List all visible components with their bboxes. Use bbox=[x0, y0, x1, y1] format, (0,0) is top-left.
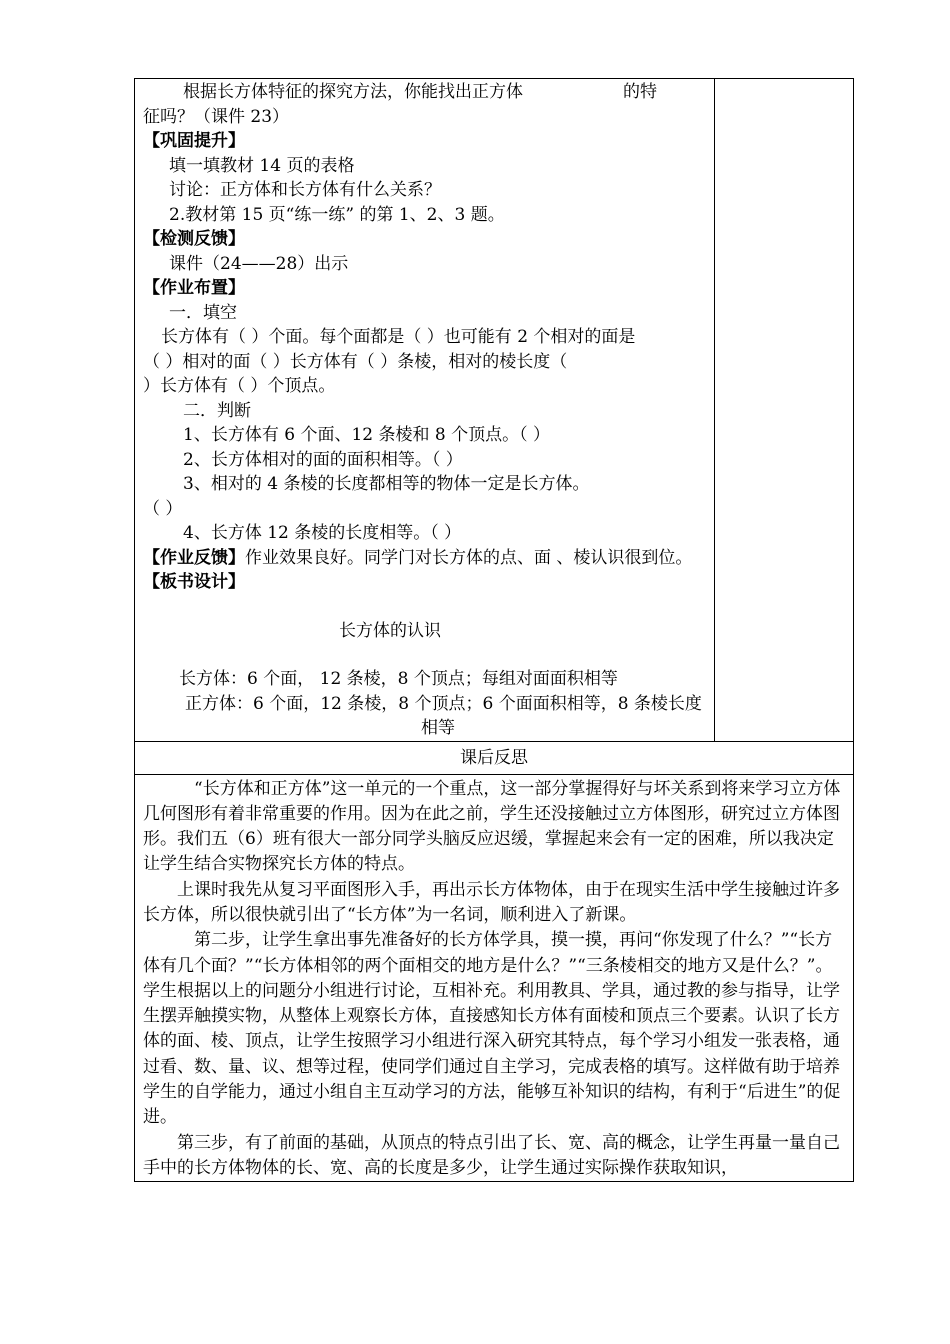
fill-blank-line: （ ）相对的面（ ）长方体有（ ）条棱，相对的棱长度（ bbox=[143, 351, 568, 372]
consolidate-item: 2.教材第 15 页“练一练” 的第 1、2、3 题。 bbox=[169, 204, 505, 225]
notes-column bbox=[715, 79, 854, 742]
judge-item: 2、长方体相对的面的面积相等。（ ） bbox=[183, 449, 463, 470]
board-line: 正方体：6 个面，12 条棱，8 个顶点；6 个面面积相等，8 条棱长度 bbox=[185, 693, 702, 714]
homework-feedback bbox=[143, 546, 708, 571]
judge-item: 1、长方体有 6 个面、12 条棱和 8 个顶点。（ ） bbox=[183, 425, 551, 445]
question-text-a: 根据长方体特征的探究方法，你能找出正方体 bbox=[183, 82, 523, 102]
homework-feedback-heading: 【作业反馈】 bbox=[143, 547, 245, 568]
consolidate-item: 讨论：正方体和长方体有什么关系？ bbox=[169, 180, 441, 200]
question-line-2: 征吗？（课件 23） bbox=[143, 106, 290, 127]
lesson-content-cell bbox=[135, 79, 715, 742]
reflection-paragraph: “长方体和正方体”这一单元的一个重点，这一部分掌握得好与坏关系到将来学习立方体几何图形有着非常重要的作用。因为在此之前，学生还没接触过立方体图形，研究过立方体图形。我们五（6）班有很大一部分同学头脑反应迟缓，掌握起来会有一定的困难，所以我决定让学生结合实物探究长方体的特点。 bbox=[143, 778, 841, 875]
board-line: 长方体：6 个面， 12 条棱，8 个顶点；每组对面面积相等 bbox=[179, 669, 618, 689]
reflection-paragraph: 第三步，有了前面的基础，从顶点的特点引出了长、宽、高的概念，让学生再量一量自己手中的长方体物体的长、宽、高的长度是多少，让学生通过实际操作获取知识， bbox=[143, 1132, 840, 1178]
judge-title: 二．判断 bbox=[183, 400, 251, 421]
lesson-plan-table bbox=[134, 78, 854, 1182]
judge-item: 4、长方体 12 条棱的长度相等。（ ） bbox=[183, 523, 462, 543]
reflection-paragraph: 第二步，让学生拿出事先准备好的长方体学具，摸一摸，再问“你发现了什么？”“长方体有几个面？”“长方体相邻的两个面相交的地方是什么？”“三条棱相交的地方又是什么？”。学生根据以上的问题分小组进行讨论，互相补充。利用教具、学具，通过教的参与指导，让学生摆弄触摸实物，从整体上观察长方体，直接感知长方体有面棱和顶点三个要素。认识了长方体的面、棱、顶点，让学生按照学习小组进行深入研究其特点，每个学习小组发一张表格，通过看、数、量、议、想等过程，使同学们通过自主学习，完成表格的填写。这样做有助于培养学生的自学能力，通过小组自主互动学习的方法，能够互补知识的结构，有利于“后进生”的促进。 bbox=[143, 930, 841, 1128]
reflection-content-cell bbox=[135, 774, 854, 1182]
question-text-b: 的特 bbox=[623, 82, 657, 102]
judge-item: 3、相对的 4 条棱的长度都相等的物体一定是长方体。 bbox=[183, 474, 590, 494]
reflection-paragraph: 上课时我先从复习平面图形入手，再出示长方体物体，由于在现实生活中学生接触过许多长方体，所以很快就引出了“长方体”为一名词，顺利进入了新课。 bbox=[143, 879, 840, 925]
feedback-item: 课件（24——28）出示 bbox=[169, 253, 349, 274]
board-title: 长方体的认识 bbox=[339, 620, 441, 641]
board-design-heading: 【板书设计】 bbox=[143, 572, 245, 592]
feedback-heading: 【检测反馈】 bbox=[143, 229, 245, 249]
fill-blank-title: 一．填空 bbox=[169, 302, 237, 323]
consolidate-item: 填一填教材 14 页的表格 bbox=[169, 155, 355, 176]
fill-blank-line: 长方体有（ ）个面。每个面都是（ ）也可能有 2 个相对的面是 bbox=[161, 327, 636, 347]
fill-blank-line: ）长方体有（ ）个顶点。 bbox=[143, 376, 336, 396]
homework-heading: 【作业布置】 bbox=[143, 278, 245, 298]
reflection-header: 课后反思 bbox=[135, 741, 854, 774]
board-line: 相等 bbox=[421, 718, 455, 738]
consolidate-heading: 【巩固提升】 bbox=[143, 131, 245, 151]
homework-feedback-text: 作业效果良好。同学门对长方体的点、面 、棱认识很到位。 bbox=[245, 547, 693, 568]
question-line bbox=[143, 80, 708, 105]
judge-item-tail: （ ） bbox=[143, 498, 183, 519]
